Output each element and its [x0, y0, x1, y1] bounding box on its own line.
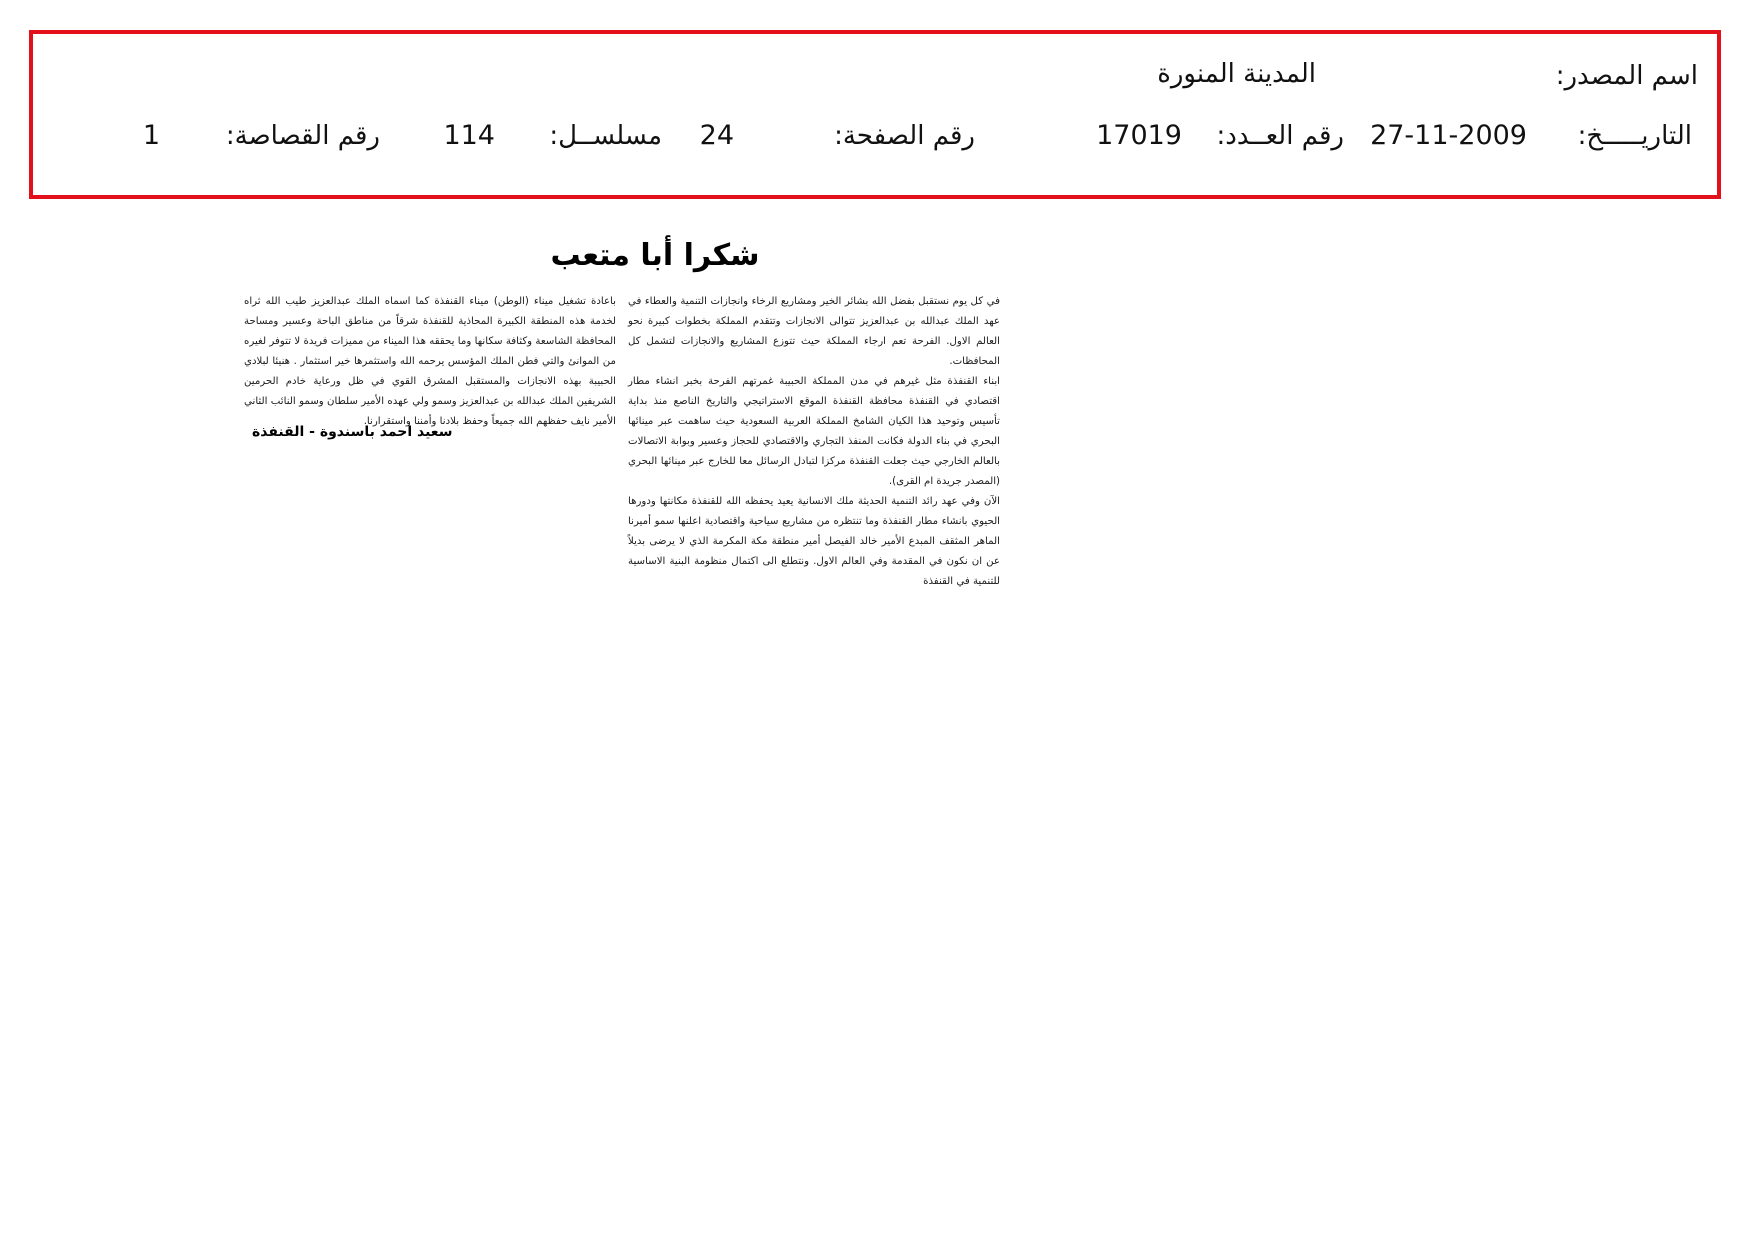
serial-value: 114 — [443, 120, 495, 151]
date-value: 27-11-2009 — [1370, 120, 1527, 151]
clip-number-label: رقم القصاصة: — [225, 121, 380, 151]
page-number-value: 24 — [699, 120, 734, 151]
article-paragraph: الآن وفي عهد رائد التنمية الحديثة ملك الانسانية يعيد يحفظه الله للقنفذة مكانتها ودورها الحيوي بانشاء مطار القنفذة وما تنتظره من مشاريع سياحية واقتصادية اعلنها سمو أميرنا الماهر المثقف المبدع الأمير خالد الفيصل أمير منطقة مكة المكرمة الذي لا يرضى بديلاً عن ان نكون في المقدمة وفي العالم الاول. ونتطلع الى اكتمال منظومة البنية الاساسية للتنمية في القنفذة — [628, 496, 1000, 587]
article-paragraph: باعادة تشغيل ميناء (الوطن) ميناء القنفذة كما اسماه الملك عبدالعزيز طيب الله ثراه لخدمة هذه المنطقة الكبيرة المحاذية للقنفذة شرقاً من مناطق الباحة وعسير ومساحة المحافظة الشاسعة وكثافة سكانها وما يحققه هذا الميناء من مميزات فريدة لا تتوفر لغيره من الموانئ والتي فطن الملك المؤسس يرحمه الله واستثمرها خير استثمار . هنيئا لبلادي الحبيبة بهذه الانجازات والمستقبل المشرق القوي في ظل ورعاية خادم الحرمين الشريفين الملك عبدالله بن عبدالعزيز وسمو ولي عهده الأمير سلطان وسمو النائب الثاني الأمير نايف حفظهم الله جميعاً وحفظ بلادنا وأمننا واستقرارنا. — [244, 296, 616, 427]
article-paragraph: في كل يوم نستقبل بفضل الله بشائر الخير ومشاريع الرخاء وانجازات التنمية والعطاء في عهد الملك عبدالله بن عبدالعزيز تتوالى الانجازات وتتقدم المملكة بخطوات كبيرة نحو العالم الاول. الفرحة تعم ارجاء المملكة حيث تتوزع المشاريع والانجازات لتشمل كل المحافظات. — [628, 296, 1000, 367]
issue-number-value: 17019 — [1096, 120, 1182, 151]
article-column-left — [244, 292, 616, 432]
byline-text: سعيد احمد باسندوة - القنفذة — [252, 424, 453, 440]
serial-label: مسلســل: — [549, 121, 662, 151]
clipping-metadata-box — [29, 30, 1721, 199]
date-label: التاريـــــخ: — [1577, 121, 1692, 151]
source-label: اسم المصدر: — [1555, 61, 1698, 91]
article-headline: شكرا أبا متعب — [550, 238, 760, 273]
article-column-right — [628, 292, 1000, 592]
newspaper-clipping — [240, 236, 1000, 587]
issue-number-label: رقم العــدد: — [1216, 121, 1344, 151]
article-byline — [244, 422, 616, 442]
article-paragraph: ابناء القنفذة مثل غيرهم في مدن المملكة الحبيبة غمرتهم الفرحة بخبر انشاء مطار اقتصادي في القنفذة محافظة القنفذة الموقع الاستراتيجي والتاريخ الناصع منذ بداية تأسيس وتوحيد هذا الكيان الشامخ المملكة العربية السعودية حيث ساهمت عبر مينائها البحري في بناء الدولة فكانت المنفذ التجاري والاقتصادي للحجاز وعسير وبوابة الاتصالات بالعالم الخارجي حيث جعلت القنفذة مركزا لتبادل الرسائل معا للخارج عبر مينائها البحري (المصدر جريدة ام القرى). — [628, 376, 1000, 487]
clip-number-value: 1 — [142, 120, 160, 151]
page-number-label: رقم الصفحة: — [834, 121, 975, 151]
source-value: المدينة المنورة — [1157, 59, 1316, 89]
